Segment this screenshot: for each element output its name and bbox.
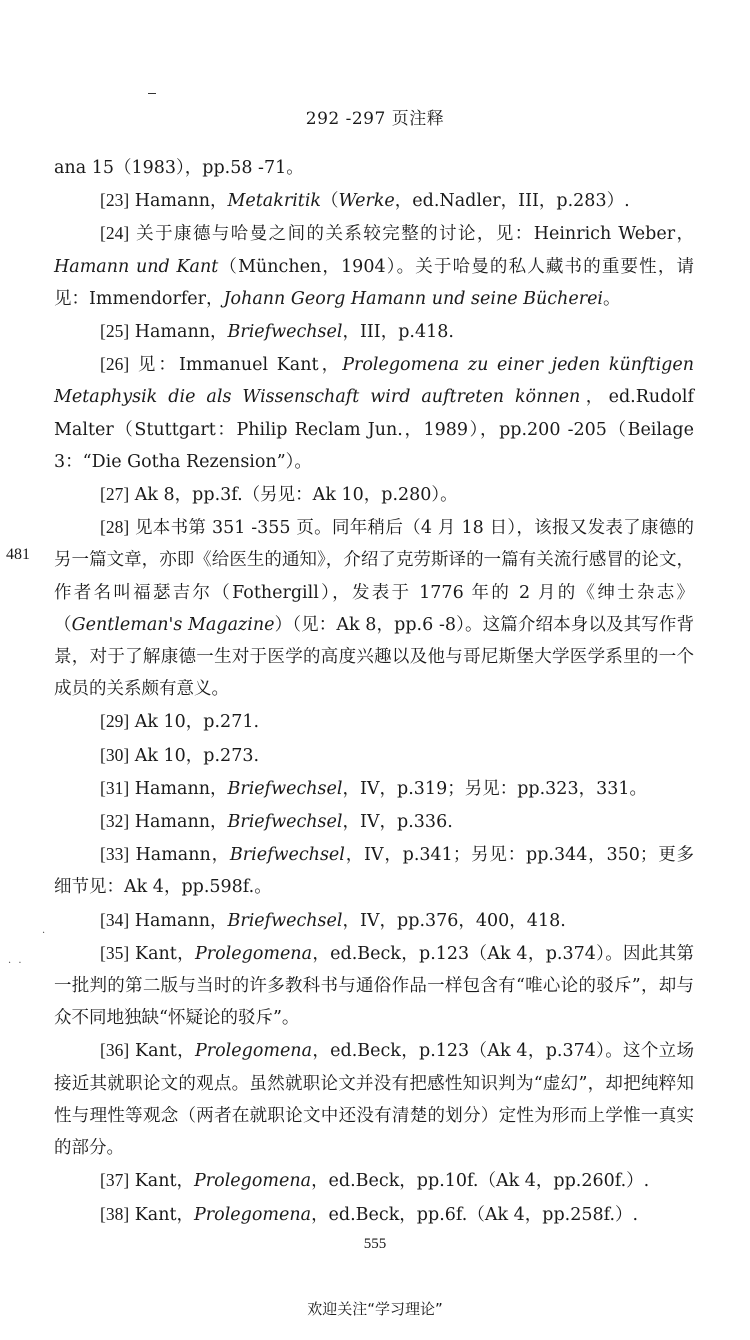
note-37: [37] Kant，Prolegomena，ed.Beck，pp.10f.（Ak 4，pp.260f.）. xyxy=(100,1170,650,1192)
page-number: 555 xyxy=(363,1236,387,1252)
note-24: [24] 关于康德与哈曼之间的关系较完整的讨论，见：Heinrich Weber，Hamann und Kant（München，1904）。关于哈曼的私人藏书的重要性，请见：Immendorfer，Johann Georg Hamann und seine Bücherei。 xyxy=(54,223,694,309)
note-number: [38] xyxy=(100,1203,130,1224)
note-number: [24] xyxy=(100,223,130,244)
note-33: [33] Hamann，Briefwechsel，IV，p.341；另见：pp.344，350；更多细节见：Ak 4，pp.598f.。 xyxy=(54,844,694,898)
margin-page-number: 481 xyxy=(6,546,30,563)
note-30: [30] Ak 10，p.273. xyxy=(100,744,260,766)
note-number: [29] xyxy=(100,711,130,732)
note-number: [23] xyxy=(100,190,130,211)
note-31: [31] Hamann，Briefwechsel，IV，p.319；另见：pp.323，331。 xyxy=(100,777,647,799)
note-36: [36] Kant，Prolegomena，ed.Beck，p.123（Ak 4，p.374）。这个立场接近其就职论文的观点。虽然就职论文并没有把感性知识判为“虚幻”，却把纯粹知性与理性等观念（两者在就职论文中还没有清楚的划分）定性为形而上学惟一真实的部分。 xyxy=(54,1040,694,1159)
note-number: [26] xyxy=(100,354,130,375)
note-number: [30] xyxy=(100,744,130,765)
note-34: [34] Hamann，Briefwechsel，IV，pp.376，400，418. xyxy=(100,909,566,931)
note-26: [26] 见：Immanuel Kant，Prolegomena zu einer jeden künftigen Metaphysik die als Wissenschaft wird auftreten können，ed.Rudolf Malter（Stuttgart：Philip Reclam Jun.，1989），pp.200 -205（Beilage 3：“Die Gotha Rezension”）。 xyxy=(54,354,694,472)
note-25: [25] Hamann，Briefwechsel，III，p.418. xyxy=(100,321,454,343)
note-number: [37] xyxy=(100,1170,130,1191)
note-28: [28] 见本书第 351 -355 页。同年稍后（4 月 18 日），该报又发表了康德的另一篇文章，亦即《给医生的通知》，介绍了克劳斯译的一篇有关流行感冒的论文，作者名叫福瑟吉尔（Fothergill），发表于 1776 年的 2 月的《绅士杂志》（Gentleman's Magazine）（见：Ak 8，pp.6 -8）。这篇介绍本身以及其写作背景，对于了解康德一生对于医学的高度兴趣以及他与哥尼斯堡大学医学系里的一个成员的关系颇有意义。 xyxy=(54,517,695,700)
note-continuation: ana 15（1983），pp.58 -71。 xyxy=(54,158,304,178)
margin-mark: · xyxy=(42,928,46,939)
note-number: [31] xyxy=(100,777,130,798)
note-32: [32] Hamann，Briefwechsel，IV，p.336. xyxy=(100,811,453,833)
note-27: [27] Ak 8，pp.3f.（另见：Ak 10，p.280）。 xyxy=(100,484,458,506)
note-number: [35] xyxy=(100,942,130,963)
note-29: [29] Ak 10，p.271. xyxy=(100,711,260,733)
margin-mark: · · xyxy=(8,958,24,969)
note-number: [32] xyxy=(100,811,130,832)
footer-watermark: 欢迎关注“学习理论” xyxy=(307,1300,443,1318)
note-number: [27] xyxy=(100,484,130,505)
running-header: 292 -297 页注释 xyxy=(305,109,445,129)
note-35: [35] Kant，Prolegomena，ed.Beck，p.123（Ak 4，p.374）。因此其第一批判的第二版与当时的许多教科书与通俗作品一样包含有“唯心论的驳斥”，却与众不同地独缺“怀疑论的驳斥”。 xyxy=(54,942,694,1029)
notes-body xyxy=(54,152,694,1231)
note-number: [34] xyxy=(100,909,130,930)
note-number: [36] xyxy=(100,1040,130,1061)
note-number: [25] xyxy=(100,321,130,342)
note-23: [23] Hamann，Metakritik（Werke，ed.Nadler，III，p.283）. xyxy=(100,190,630,212)
note-38: [38] Kant，Prolegomena，ed.Beck，pp.6f.（Ak 4，pp.258f.）. xyxy=(100,1203,639,1225)
note-number: [28] xyxy=(100,517,130,538)
page-mark xyxy=(148,93,156,94)
note-number: [33] xyxy=(100,844,130,865)
